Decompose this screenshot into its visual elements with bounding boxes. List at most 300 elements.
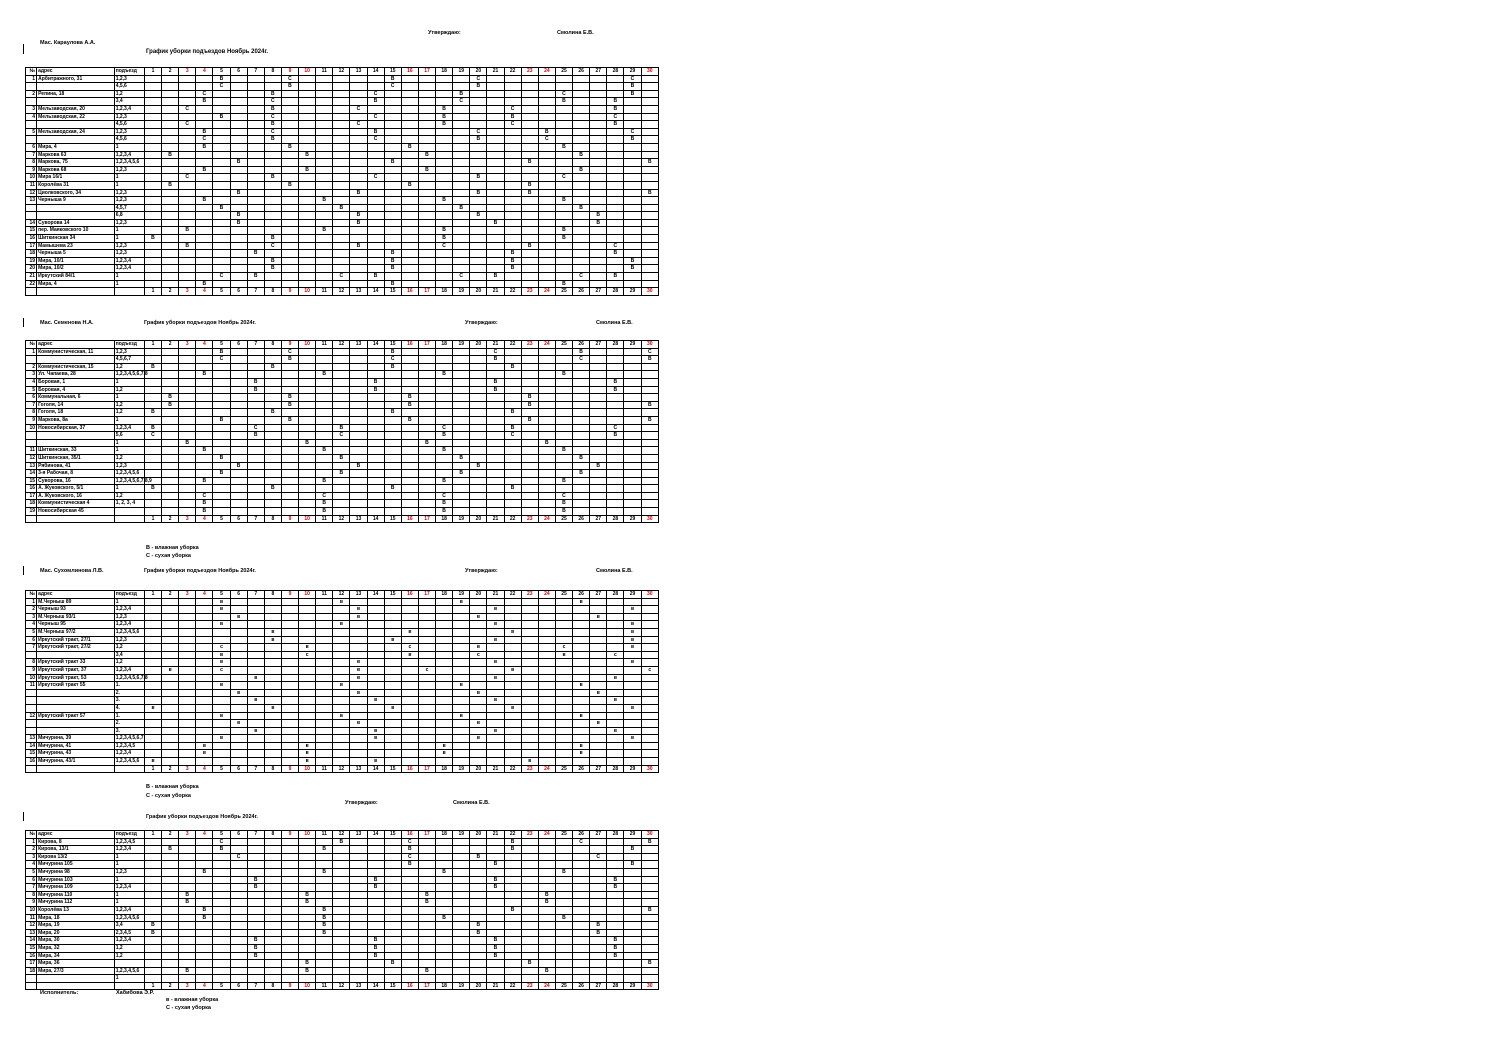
cleaning-mark (521, 659, 538, 667)
cleaning-mark: В (641, 838, 658, 846)
cleaning-mark (573, 666, 590, 674)
cleaning-mark (196, 219, 213, 227)
cleaning-mark (487, 960, 504, 968)
cleaning-mark (350, 944, 367, 952)
cleaning-mark (230, 356, 247, 364)
row-address: Мичурина 112 (37, 899, 115, 907)
row-address: Новосибирская 45 (37, 508, 115, 516)
cleaning-mark (555, 439, 572, 447)
cleaning-mark (316, 454, 333, 462)
cleaning-mark (470, 105, 487, 113)
cleaning-mark (607, 704, 624, 712)
cleaning-mark (504, 492, 521, 500)
cleaning-mark (179, 143, 196, 151)
row-address: Черныша 5 (37, 250, 115, 258)
cleaning-mark: В (144, 424, 161, 432)
cleaning-mark (213, 720, 230, 728)
cleaning-mark (281, 720, 298, 728)
cleaning-mark (247, 929, 264, 937)
row-entrances: 4,5,7 (114, 204, 144, 212)
row-number: 9 (26, 166, 37, 174)
cleaning-mark (521, 682, 538, 690)
cleaning-mark (162, 280, 179, 288)
cleaning-mark (247, 83, 264, 91)
cleaning-mark (333, 136, 350, 144)
cleaning-mark: В (230, 159, 247, 167)
cleaning-mark (350, 727, 367, 735)
cleaning-mark (418, 682, 435, 690)
cleaning-mark (333, 485, 350, 493)
cleaning-mark (264, 891, 281, 899)
cleaning-mark (487, 922, 504, 930)
cleaning-mark (624, 727, 641, 735)
cleaning-mark (367, 348, 384, 356)
cleaning-mark (144, 439, 161, 447)
cleaning-mark (487, 212, 504, 220)
cleaning-mark (299, 712, 316, 720)
cleaning-mark (333, 257, 350, 265)
cleaning-mark (453, 363, 470, 371)
header-day: 9 (281, 341, 298, 349)
cleaning-mark (264, 944, 281, 952)
cleaning-mark: В (641, 960, 658, 968)
cleaning-mark: В (264, 235, 281, 243)
header-day: 3 (179, 591, 196, 599)
row-address: Суворова 14 (37, 219, 115, 227)
cleaning-mark: В (264, 265, 281, 273)
cleaning-mark: В (555, 508, 572, 516)
cleaning-mark (350, 378, 367, 386)
cleaning-mark (230, 735, 247, 743)
cleaning-mark (453, 914, 470, 922)
table-row (26, 348, 659, 356)
cleaning-mark (641, 636, 658, 644)
cleaning-mark (316, 151, 333, 159)
cleaning-mark (281, 174, 298, 182)
row-address: Иркутский тракт, 53 (37, 674, 115, 682)
cleaning-mark: В (367, 884, 384, 892)
cleaning-mark (384, 674, 401, 682)
cleaning-mark: В (607, 937, 624, 945)
cleaning-mark (281, 598, 298, 606)
cleaning-mark (590, 644, 607, 652)
cleaning-mark (641, 143, 658, 151)
cleaning-mark (281, 280, 298, 288)
row-entrances: 1,2,3,4,5,6 (114, 628, 144, 636)
cleaning-mark (384, 219, 401, 227)
cleaning-mark (316, 105, 333, 113)
cleaning-mark (213, 439, 230, 447)
table-row (26, 181, 659, 189)
cleaning-mark: В (162, 846, 179, 854)
row-number: 14 (26, 470, 37, 478)
cleaning-mark: В (196, 914, 213, 922)
cleaning-mark (316, 189, 333, 197)
cleaning-mark (401, 189, 418, 197)
cleaning-mark (230, 636, 247, 644)
cleaning-mark: В (401, 143, 418, 151)
cleaning-mark (247, 265, 264, 273)
cleaning-mark (418, 508, 435, 516)
cleaning-mark (281, 944, 298, 952)
header-day: 13 (350, 68, 367, 76)
cleaning-mark (624, 960, 641, 968)
legend-wet-2: В - влажная уборка (146, 545, 199, 551)
cleaning-mark (555, 121, 572, 129)
footer-day: 9 (281, 515, 298, 523)
cleaning-mark (607, 90, 624, 98)
row-address: Маркова 63 (37, 151, 115, 159)
cleaning-mark (624, 280, 641, 288)
row-entrances: 1,2,3,4,5,6 (114, 470, 144, 478)
row-entrances: 1 (114, 439, 144, 447)
cleaning-mark (470, 682, 487, 690)
cleaning-mark (418, 242, 435, 250)
cleaning-mark (453, 197, 470, 205)
header-day: 21 (487, 68, 504, 76)
cleaning-mark (179, 371, 196, 379)
row-number: 5 (26, 628, 37, 636)
cleaning-mark (401, 280, 418, 288)
cleaning-mark (264, 462, 281, 470)
cleaning-mark (504, 90, 521, 98)
cleaning-mark (367, 720, 384, 728)
cleaning-mark (213, 975, 230, 983)
cleaning-mark (333, 386, 350, 394)
cleaning-mark (179, 492, 196, 500)
cleaning-mark: В (247, 273, 264, 281)
executor-name: Хабибова Э.Р. (116, 990, 154, 996)
cleaning-mark (281, 727, 298, 735)
cleaning-mark (247, 689, 264, 697)
cleaning-mark (573, 143, 590, 151)
cleaning-mark (590, 952, 607, 960)
cleaning-mark (470, 113, 487, 121)
cleaning-mark (607, 83, 624, 91)
footer-day: 21 (487, 515, 504, 523)
row-number (26, 720, 37, 728)
cleaning-mark (162, 432, 179, 440)
cleaning-mark (504, 674, 521, 682)
row-number: 16 (26, 485, 37, 493)
cleaning-mark (624, 159, 641, 167)
cleaning-mark: С (213, 356, 230, 364)
cleaning-mark (470, 250, 487, 258)
cleaning-mark (538, 720, 555, 728)
cleaning-mark (196, 922, 213, 930)
cleaning-mark: В (436, 500, 453, 508)
cleaning-mark (299, 181, 316, 189)
cleaning-mark (624, 598, 641, 606)
cleaning-mark (350, 485, 367, 493)
table-row (26, 273, 659, 281)
cleaning-mark (367, 477, 384, 485)
row-address: Мичурина 109 (37, 884, 115, 892)
cleaning-mark (487, 485, 504, 493)
cleaning-mark (299, 937, 316, 945)
cleaning-mark (555, 219, 572, 227)
cleaning-mark (367, 906, 384, 914)
cleaning-mark (590, 899, 607, 907)
footer-day: 8 (264, 982, 281, 990)
cleaning-mark (504, 960, 521, 968)
cleaning-mark (213, 394, 230, 402)
cleaning-mark (179, 697, 196, 705)
cleaning-mark (144, 500, 161, 508)
cleaning-mark (179, 758, 196, 766)
cleaning-mark: С (538, 136, 555, 144)
cleaning-mark (436, 439, 453, 447)
table-row (26, 424, 659, 432)
cleaning-mark (299, 720, 316, 728)
cleaning-mark (316, 235, 333, 243)
cleaning-mark (607, 416, 624, 424)
cleaning-mark (196, 75, 213, 83)
cleaning-mark (573, 174, 590, 182)
cleaning-mark (333, 105, 350, 113)
cleaning-mark (487, 151, 504, 159)
table-row (26, 356, 659, 364)
cleaning-mark (196, 636, 213, 644)
cleaning-mark (607, 401, 624, 409)
cleaning-mark (367, 394, 384, 402)
footer-day: 19 (453, 982, 470, 990)
cleaning-mark (590, 944, 607, 952)
cleaning-mark: в (299, 742, 316, 750)
cleaning-mark (316, 853, 333, 861)
cleaning-mark (213, 697, 230, 705)
footer-day: 1 (144, 982, 161, 990)
footer-day: 30 (641, 765, 658, 773)
cleaning-mark (333, 689, 350, 697)
row-number: 1 (26, 838, 37, 846)
cleaning-mark (196, 462, 213, 470)
cleaning-mark (281, 90, 298, 98)
cleaning-mark (299, 159, 316, 167)
cleaning-mark: в (299, 644, 316, 652)
cleaning-mark (179, 838, 196, 846)
cleaning-mark (641, 75, 658, 83)
cleaning-mark (641, 929, 658, 937)
table-row (26, 409, 659, 417)
cleaning-mark (607, 356, 624, 364)
footer-day: 2 (162, 765, 179, 773)
footer-day: 17 (418, 765, 435, 773)
cleaning-mark (453, 606, 470, 614)
cleaning-mark (384, 682, 401, 690)
cleaning-mark (470, 121, 487, 129)
cleaning-mark (470, 447, 487, 455)
cleaning-mark: в (213, 606, 230, 614)
cleaning-mark (162, 861, 179, 869)
cleaning-mark: В (521, 416, 538, 424)
cleaning-mark (350, 735, 367, 743)
cleaning-mark (487, 242, 504, 250)
cleaning-mark (281, 189, 298, 197)
header-day: 10 (299, 341, 316, 349)
cleaning-mark (453, 348, 470, 356)
cleaning-mark (504, 143, 521, 151)
row-entrances: 1,2,3,4,5,6 (114, 967, 144, 975)
cleaning-mark: В (350, 242, 367, 250)
cleaning-mark (333, 727, 350, 735)
cleaning-mark (453, 906, 470, 914)
cleaning-mark: в (521, 758, 538, 766)
cleaning-mark (350, 508, 367, 516)
cleaning-mark: в (367, 735, 384, 743)
cleaning-mark (641, 884, 658, 892)
cleaning-mark (367, 899, 384, 907)
cleaning-mark (418, 416, 435, 424)
cleaning-mark (418, 689, 435, 697)
cleaning-mark (418, 121, 435, 129)
cleaning-mark (384, 470, 401, 478)
cleaning-mark: в (573, 712, 590, 720)
table-row (26, 876, 659, 884)
cleaning-mark (641, 98, 658, 106)
header-day: 11 (316, 591, 333, 599)
cleaning-mark: В (487, 273, 504, 281)
cleaning-mark (281, 424, 298, 432)
footer-day: 2 (162, 982, 179, 990)
header-day: 20 (470, 591, 487, 599)
row-entrances: 1,2,3,4,5,6,7,8 (115, 371, 148, 378)
cleaning-mark (487, 439, 504, 447)
cleaning-mark (401, 750, 418, 758)
cleaning-mark (418, 174, 435, 182)
cleaning-mark (179, 742, 196, 750)
row-entrances: 1 (114, 485, 144, 493)
cleaning-mark (384, 720, 401, 728)
cleaning-mark (179, 682, 196, 690)
cleaning-mark (247, 75, 264, 83)
row-address: пер. Маяковского 10 (37, 227, 115, 235)
cleaning-mark (213, 944, 230, 952)
row-entrances: 1,2,3 (114, 250, 144, 258)
cleaning-mark (384, 876, 401, 884)
cleaning-mark (350, 628, 367, 636)
cleaning-mark: в (624, 644, 641, 652)
cleaning-mark (573, 727, 590, 735)
cleaning-mark (641, 606, 658, 614)
cleaning-mark: В (641, 401, 658, 409)
cleaning-mark: С (179, 174, 196, 182)
cleaning-mark (641, 704, 658, 712)
cleaning-mark (281, 371, 298, 379)
cleaning-mark (299, 105, 316, 113)
cleaning-mark (521, 280, 538, 288)
footer-day: 9 (281, 765, 298, 773)
cleaning-mark (281, 750, 298, 758)
cleaning-mark: В (213, 75, 230, 83)
cleaning-mark (624, 204, 641, 212)
cleaning-mark (538, 98, 555, 106)
cleaning-mark (350, 113, 367, 121)
cleaning-mark (487, 758, 504, 766)
row-number: 8 (26, 891, 37, 899)
cleaning-mark (624, 242, 641, 250)
header-day: 20 (470, 831, 487, 839)
cleaning-mark (281, 853, 298, 861)
cleaning-mark (367, 151, 384, 159)
cleaning-mark (162, 682, 179, 690)
cleaning-mark (555, 166, 572, 174)
cleaning-mark (367, 606, 384, 614)
cleaning-mark (162, 378, 179, 386)
row-address: Мичурина, 41 (37, 742, 115, 750)
footer-day: 17 (418, 982, 435, 990)
header-day: 11 (316, 831, 333, 839)
cleaning-mark (299, 846, 316, 854)
cleaning-mark: В (641, 906, 658, 914)
cleaning-mark (264, 273, 281, 281)
cleaning-mark (453, 644, 470, 652)
cleaning-mark (350, 394, 367, 402)
cleaning-mark (538, 485, 555, 493)
cleaning-mark: С (453, 273, 470, 281)
cleaning-mark (281, 128, 298, 136)
cleaning-mark (162, 174, 179, 182)
cleaning-mark: В (247, 952, 264, 960)
cleaning-mark (641, 462, 658, 470)
cleaning-mark (162, 727, 179, 735)
cleaning-mark (573, 704, 590, 712)
cleaning-mark (453, 235, 470, 243)
cleaning-mark (247, 598, 264, 606)
row-address (37, 121, 115, 129)
cleaning-mark (316, 750, 333, 758)
cleaning-mark (470, 697, 487, 705)
row-address: Королёва 31 (37, 181, 115, 189)
cleaning-mark (590, 651, 607, 659)
cleaning-mark (453, 227, 470, 235)
cleaning-mark: С (436, 424, 453, 432)
cleaning-mark (607, 212, 624, 220)
cleaning-mark (641, 861, 658, 869)
header-day: 23 (521, 831, 538, 839)
cleaning-mark (573, 386, 590, 394)
cleaning-mark (144, 265, 161, 273)
cleaning-mark (504, 644, 521, 652)
cleaning-mark (179, 363, 196, 371)
cleaning-mark (196, 439, 213, 447)
cleaning-mark: В (333, 454, 350, 462)
cleaning-mark (299, 386, 316, 394)
cleaning-mark (162, 598, 179, 606)
header-day: 30 (641, 341, 658, 349)
cleaning-mark (281, 378, 298, 386)
cleaning-mark (521, 454, 538, 462)
table-row (26, 189, 659, 197)
cleaning-mark (590, 98, 607, 106)
cleaning-mark (418, 386, 435, 394)
cleaning-mark (573, 937, 590, 945)
cleaning-mark (213, 432, 230, 440)
cleaning-mark (281, 485, 298, 493)
cleaning-mark (641, 273, 658, 281)
cleaning-mark (367, 975, 384, 983)
footer-day: 15 (384, 982, 401, 990)
header-day: 30 (641, 591, 658, 599)
cleaning-mark (487, 477, 504, 485)
cleaning-mark (316, 621, 333, 629)
cleaning-mark (384, 181, 401, 189)
cleaning-mark (470, 219, 487, 227)
cleaning-mark (418, 212, 435, 220)
cleaning-mark (401, 606, 418, 614)
cleaning-mark (144, 689, 161, 697)
cleaning-mark (316, 944, 333, 952)
